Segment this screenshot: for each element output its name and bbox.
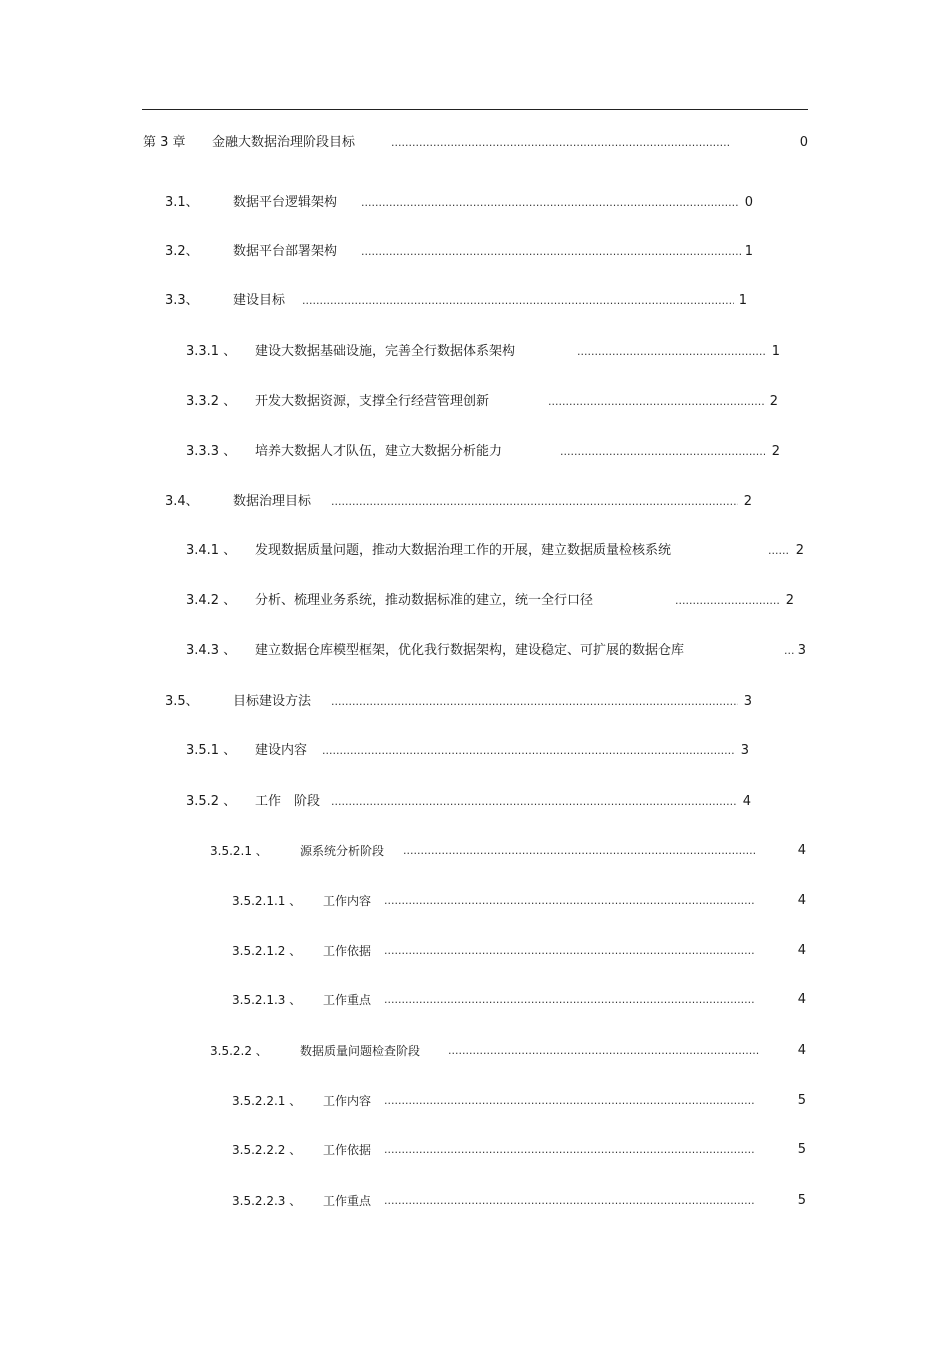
- toc-entry-3-5-2[interactable]: [186, 792, 786, 812]
- toc-entry-page: 2: [785, 593, 794, 608]
- toc-entry-3-5-2-2-3[interactable]: [232, 1191, 806, 1211]
- toc-entry-number: 3.4.1 、: [186, 543, 237, 558]
- toc-entry-title: 工作重点: [323, 1194, 372, 1208]
- toc-leader-dots: [384, 891, 754, 911]
- toc-entry-page: 3: [797, 643, 806, 658]
- toc-entry-3-3[interactable]: [165, 291, 765, 311]
- toc-entry-number: 3.4.2 、: [186, 593, 237, 608]
- toc-entry-number: 3.3.2 、: [186, 394, 237, 409]
- toc-leader-dots: [675, 591, 781, 611]
- toc-leader-dots: [768, 541, 790, 561]
- toc-entry-title: 数据治理目标: [233, 494, 312, 509]
- toc-entry-title: 数据平台部署架构: [233, 244, 338, 259]
- toc-entry-number: 3.3.1 、: [186, 344, 237, 359]
- toc-entry-3-3-3[interactable]: [186, 442, 786, 462]
- toc-entry-number: 3.5.1 、: [186, 743, 237, 758]
- toc-entry-title: 培养大数据人才队伍，建立大数据分析能力: [255, 444, 503, 459]
- toc-entry-3-4[interactable]: [165, 492, 765, 512]
- toc-entry-number: 3.3.3 、: [186, 444, 237, 459]
- toc-entry-3-4-1[interactable]: [186, 541, 806, 561]
- toc-entry-title: 工作依据: [323, 944, 372, 958]
- toc-entry-number: 3.3、: [165, 293, 199, 308]
- toc-leader-dots: [361, 193, 739, 213]
- toc-entry-number: 3.5.2 、: [186, 794, 237, 809]
- toc-entry-title: 建设大数据基础设施，完善全行数据体系架构: [255, 344, 516, 359]
- toc-leader-dots: [448, 1041, 760, 1061]
- toc-entry-page: 5: [797, 1193, 806, 1208]
- toc-entry-3-5-2-1-2[interactable]: [232, 941, 806, 961]
- toc-leader-dots: [384, 1091, 754, 1111]
- toc-entry-title: 发现数据质量问题，推动大数据治理工作的开展，建立数据质量检核系统: [255, 543, 672, 558]
- toc-entry-3-5-2-2-2[interactable]: [232, 1140, 806, 1160]
- toc-entry-3-4-3[interactable]: [186, 641, 806, 661]
- toc-leader-dots: [577, 342, 767, 362]
- toc-entry-3-5-2-1[interactable]: [210, 841, 806, 861]
- toc-entry-page: 3: [743, 694, 752, 709]
- toc-entry-number: 3.2、: [165, 244, 199, 259]
- toc-entry-number: 3.5.2.2.2 、: [232, 1143, 302, 1157]
- toc-entry-title: 目标建设方法: [233, 694, 312, 709]
- toc-entry-number: 3.5、: [165, 694, 199, 709]
- toc-entry-page: 4: [797, 1043, 806, 1058]
- toc-leader-dots: [784, 641, 794, 661]
- toc-entry-page: 4: [797, 992, 806, 1007]
- toc-leader-dots: [361, 242, 741, 262]
- toc-entry-3-3-1[interactable]: [186, 342, 786, 362]
- toc-entry-number: 3.5.2.1.1 、: [232, 894, 302, 908]
- toc-entry-page: 4: [797, 893, 806, 908]
- toc-entry-title: 金融大数据治理阶段目标: [212, 135, 356, 150]
- toc-entry-title: 工作 阶段: [255, 794, 321, 809]
- toc-entry-page: 1: [744, 244, 753, 259]
- toc-entry-number: 3.5.2.2.3 、: [232, 1194, 302, 1208]
- toc-entry-3-3-2[interactable]: [186, 392, 786, 412]
- toc-entry-title: 源系统分析阶段: [300, 844, 385, 858]
- toc-entry-title: 工作重点: [323, 993, 372, 1007]
- toc-entry-page: 2: [771, 444, 780, 459]
- toc-entry-number: 3.5.2.1.2 、: [232, 944, 302, 958]
- toc-leader-dots: [331, 792, 737, 812]
- toc-leader-dots: [331, 692, 738, 712]
- toc-entry-3-5-2-2[interactable]: [210, 1041, 806, 1061]
- toc-entry-page: 0: [799, 135, 808, 150]
- toc-entry-3-4-2[interactable]: [186, 591, 806, 611]
- toc-entry-3-5-2-2-1[interactable]: [232, 1091, 806, 1111]
- toc-leader-dots: [384, 1191, 754, 1211]
- toc-entry-title: 建设目标: [233, 293, 286, 308]
- toc-entry-3-1[interactable]: [165, 193, 765, 213]
- toc-entry-3-5-2-1-1[interactable]: [232, 891, 806, 911]
- toc-entry-title: 工作内容: [323, 894, 372, 908]
- toc-entry-page: 0: [744, 195, 753, 210]
- toc-entry-chapter-3[interactable]: [143, 133, 808, 153]
- toc-leader-dots: [331, 492, 738, 512]
- toc-entry-number: 第 3 章: [143, 135, 186, 150]
- toc-leader-dots: [384, 941, 754, 961]
- toc-entry-page: 3: [740, 743, 749, 758]
- toc-entry-title: 建立数据仓库模型框架，优化我行数据架构，建设稳定、可扩展的数据仓库: [255, 643, 685, 658]
- toc-entry-title: 开发大数据资源，支撑全行经营管理创新: [255, 394, 490, 409]
- toc-leader-dots: [384, 990, 754, 1010]
- toc-entry-3-5-2-1-3[interactable]: [232, 990, 806, 1010]
- toc-entry-page: 2: [795, 543, 804, 558]
- toc-leader-dots: [322, 741, 735, 761]
- toc-entry-number: 3.4、: [165, 494, 199, 509]
- toc-entry-page: 1: [738, 293, 747, 308]
- toc-leader-dots: [403, 841, 755, 861]
- toc-entry-title: 建设内容: [255, 743, 308, 758]
- toc-leader-dots: [560, 442, 765, 462]
- toc-entry-title: 分析、梳理业务系统，推动数据标准的建立，统一全行口径: [255, 593, 594, 608]
- toc-entry-page: 1: [771, 344, 780, 359]
- toc-leader-dots: [302, 291, 734, 311]
- toc-entry-number: 3.5.2.1.3 、: [232, 993, 302, 1007]
- toc-entry-page: 4: [797, 843, 806, 858]
- toc-leader-dots: [384, 1140, 754, 1160]
- toc-leader-dots: [391, 133, 731, 153]
- toc-entry-number: 3.4.3 、: [186, 643, 237, 658]
- toc-entry-page: 2: [743, 494, 752, 509]
- toc-entry-page: 5: [797, 1142, 806, 1157]
- toc-entry-title: 数据质量问题检查阶段: [300, 1044, 421, 1058]
- toc-entry-page: 4: [742, 794, 751, 809]
- toc-entry-page: 2: [769, 394, 778, 409]
- toc-entry-3-2[interactable]: [165, 242, 765, 262]
- toc-entry-3-5-1[interactable]: [186, 741, 786, 761]
- toc-entry-title: 工作依据: [323, 1143, 372, 1157]
- toc-entry-number: 3.5.2.1 、: [210, 844, 268, 858]
- toc-entry-number: 3.5.2.2.1 、: [232, 1094, 302, 1108]
- toc-entry-3-5[interactable]: [165, 692, 765, 712]
- toc-entry-page: 5: [797, 1093, 806, 1108]
- toc-entry-number: 3.5.2.2 、: [210, 1044, 268, 1058]
- toc-leader-dots: [548, 392, 764, 412]
- toc-entry-number: 3.1、: [165, 195, 199, 210]
- toc-entry-title: 数据平台逻辑架构: [233, 195, 338, 210]
- toc-entry-title: 工作内容: [323, 1094, 372, 1108]
- toc-entry-page: 4: [797, 943, 806, 958]
